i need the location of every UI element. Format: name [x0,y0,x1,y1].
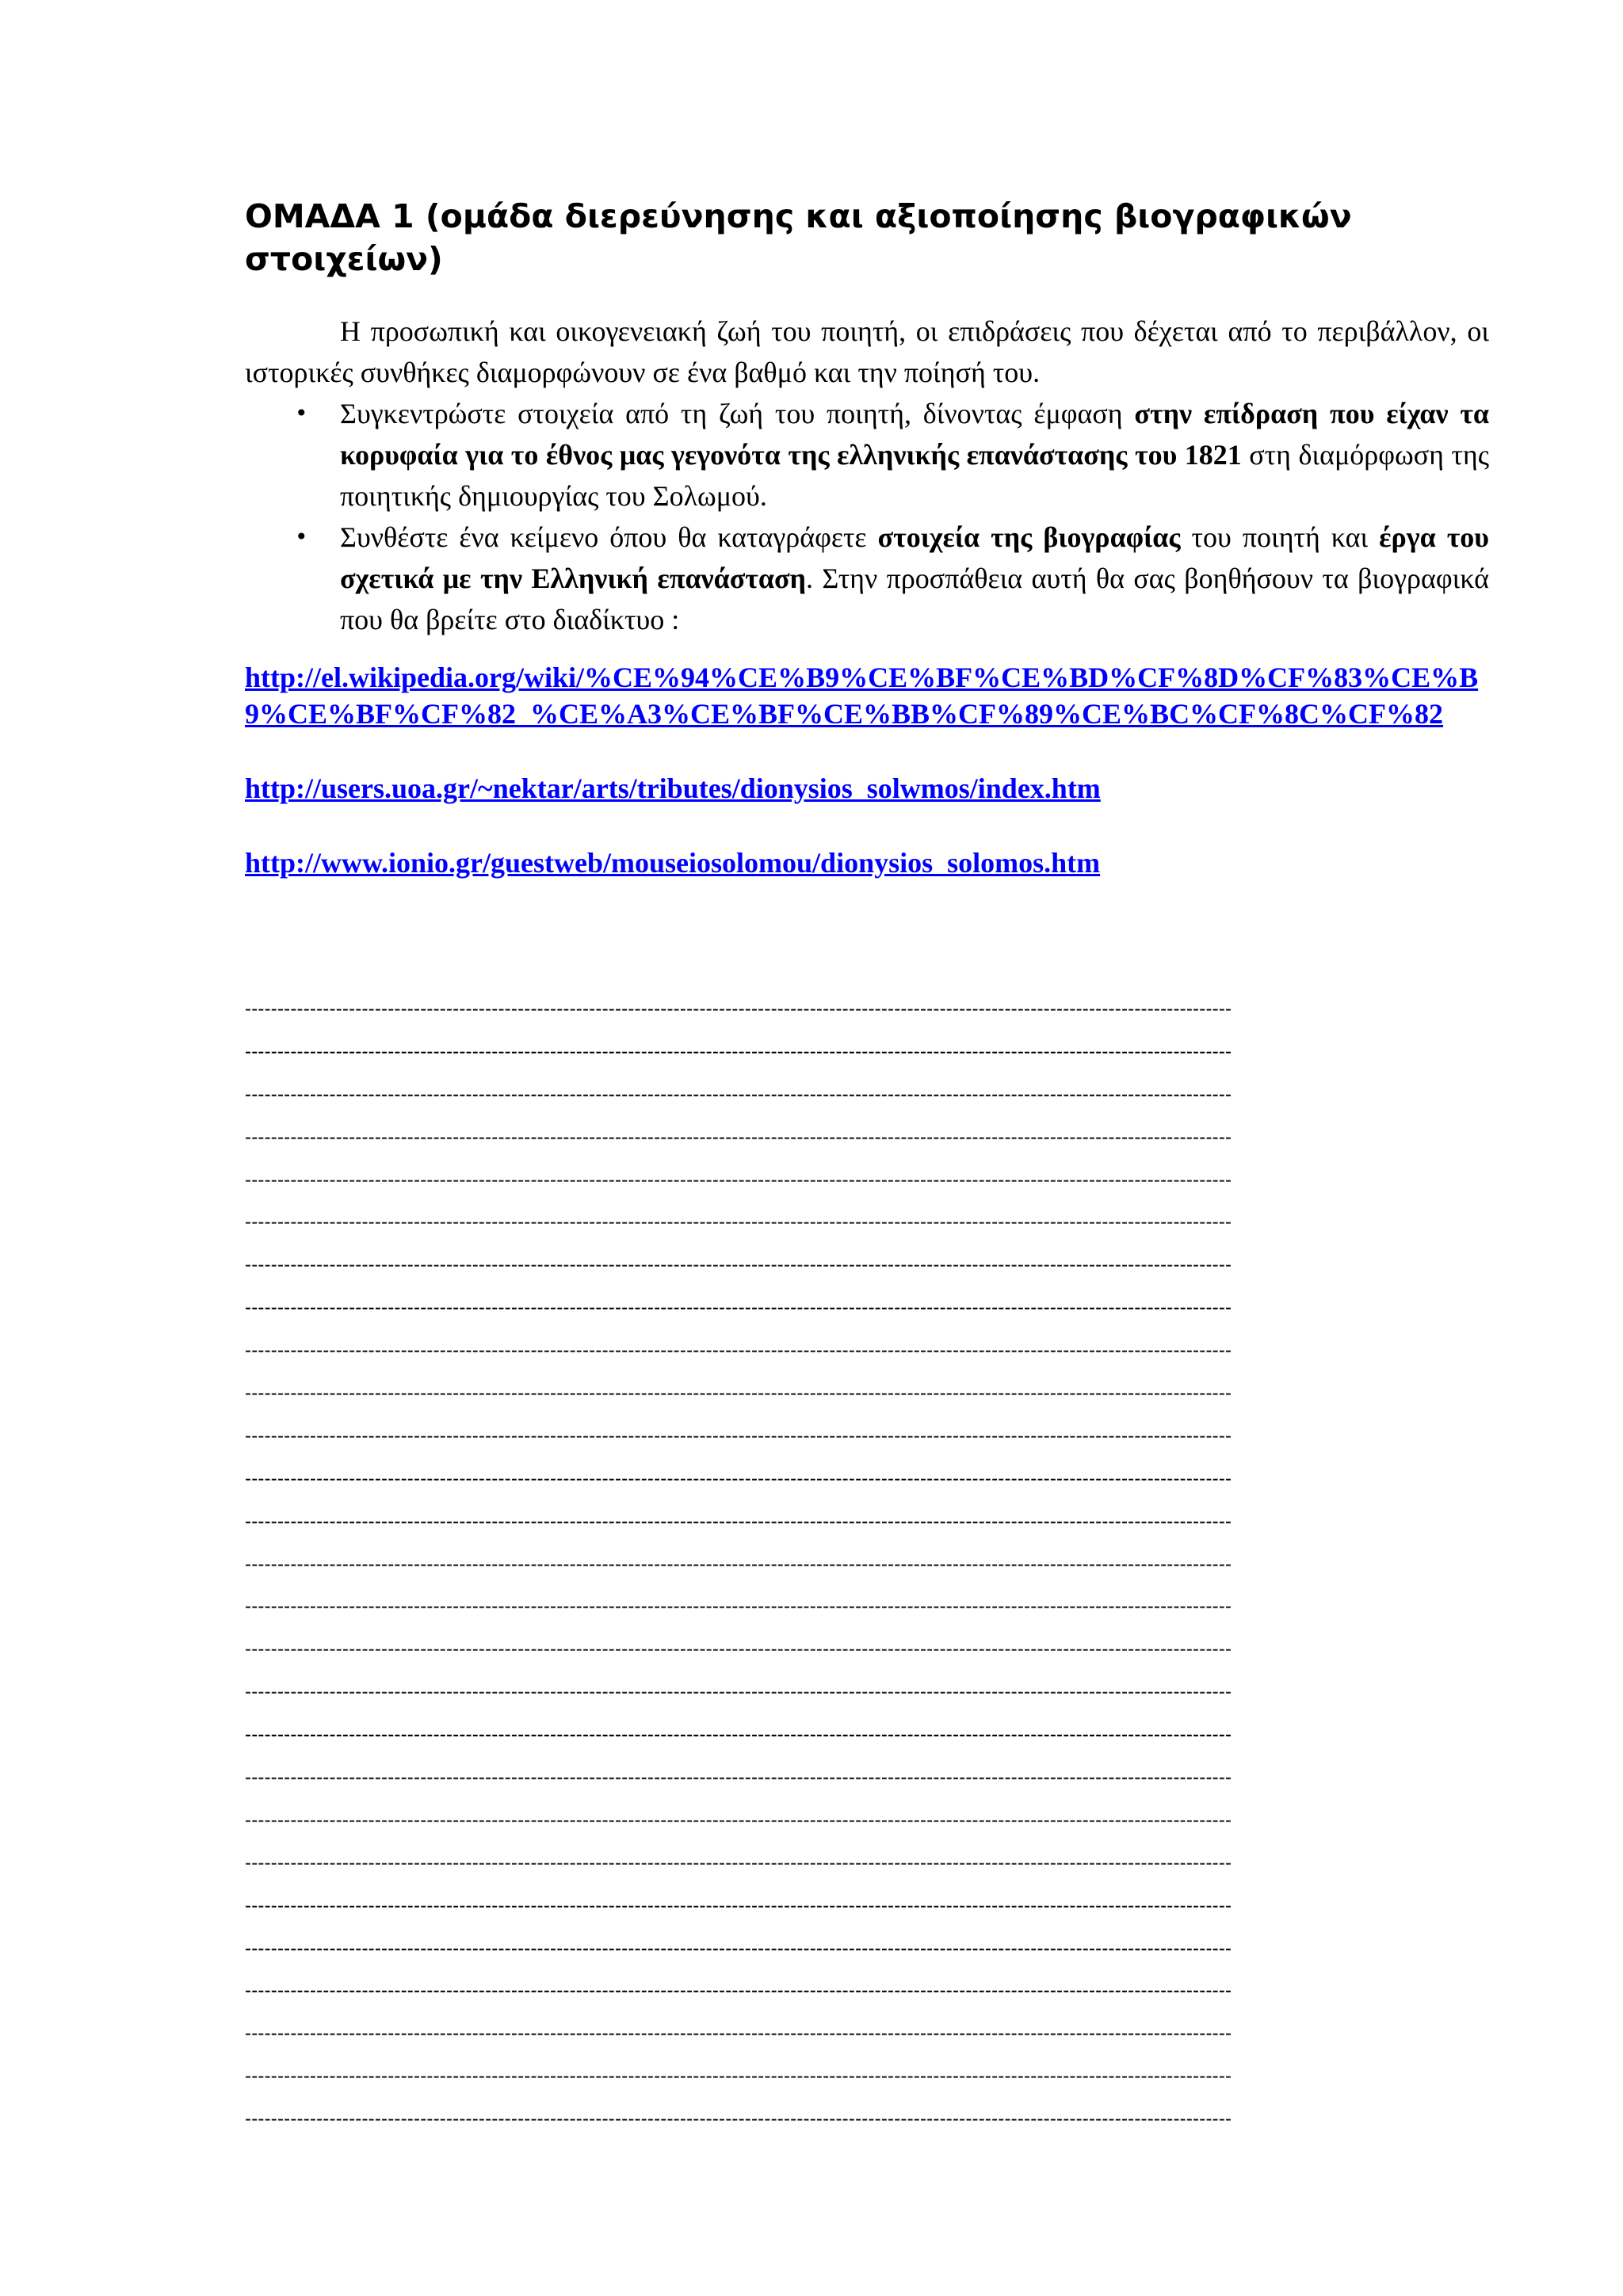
task-2-emphasis: στοιχεία της βιογραφίας [877,521,1181,553]
instructions [245,311,1489,640]
answer-line: -------------------------------------------------------------------------------------------------------------------------------------------------------- [245,1256,1232,1276]
page-title: ΟΜΑΔΑ 1 (ομάδα διερεύνησης και αξιοποίησης βιογραφικών στοιχείων) [245,197,1352,278]
uoa-link[interactable]: http://users.uoa.gr/~nektar/arts/tributes/dionysios_solwmos/index.htm [245,772,1101,804]
answer-line: -------------------------------------------------------------------------------------------------------------------------------------------------------- [245,1341,1232,1362]
answer-line: -------------------------------------------------------------------------------------------------------------------------------------------------------- [245,1939,1232,1959]
answer-line: -------------------------------------------------------------------------------------------------------------------------------------------------------- [245,1000,1232,1020]
task-2-text-end: . Στην προσπάθεια αυτή θα σας βοηθήσουν τα βιογραφικά που θα βρείτε στο διαδίκτυο : [340,563,1490,635]
task-2-emphasis-2: έργα του σχετικά με την Ελληνική επανάσταση [340,521,1489,594]
answer-line: -------------------------------------------------------------------------------------------------------------------------------------------------------- [245,1853,1232,1874]
answer-line: -------------------------------------------------------------------------------------------------------------------------------------------------------- [245,1726,1232,1746]
answer-line: -------------------------------------------------------------------------------------------------------------------------------------------------------- [245,1085,1232,1105]
ionio-link[interactable]: http://www.ionio.gr/guestweb/mouseiosolomou/dionysios_solomos.htm [245,847,1101,879]
answer-line: -------------------------------------------------------------------------------------------------------------------------------------------------------- [245,1299,1232,1319]
answer-line: -------------------------------------------------------------------------------------------------------------------------------------------------------- [245,1127,1232,1148]
answer-line: -------------------------------------------------------------------------------------------------------------------------------------------------------- [245,1042,1232,1062]
answer-line: -------------------------------------------------------------------------------------------------------------------------------------------------------- [245,1469,1232,1489]
wikipedia-link[interactable]: http://el.wikipedia.org/wiki/%CE%94%CE%B9%CE%BF%CE%BD%CF%8D%CF%83%CE%B9%CE%BF%CF%82_%CE%A3%CE%BF%CE%BB%CF%89%CE%BC%CF%8C%CF%82 [245,662,1479,730]
answer-line: -------------------------------------------------------------------------------------------------------------------------------------------------------- [245,1597,1232,1618]
resource-links [245,659,1489,881]
task-1-text: Συγκεντρώστε στοιχεία από τη ζωή του ποιητή, δίνοντας έμφαση [340,398,1135,429]
answer-line: -------------------------------------------------------------------------------------------------------------------------------------------------------- [245,2024,1232,2045]
bullet-icon: • [295,400,308,426]
answer-line: -------------------------------------------------------------------------------------------------------------------------------------------------------- [245,1554,1232,1575]
answer-line: -------------------------------------------------------------------------------------------------------------------------------------------------------- [245,1981,1232,2002]
answer-line: -------------------------------------------------------------------------------------------------------------------------------------------------------- [245,1213,1232,1234]
answer-line: -------------------------------------------------------------------------------------------------------------------------------------------------------- [245,2067,1232,2088]
answer-line: -------------------------------------------------------------------------------------------------------------------------------------------------------- [245,1384,1232,1405]
task-2-text: Συνθέστε ένα κείμενο όπου θα καταγράφετε [340,521,878,553]
answer-line: -------------------------------------------------------------------------------------------------------------------------------------------------------- [245,1170,1232,1191]
answer-line: -------------------------------------------------------------------------------------------------------------------------------------------------------- [245,1512,1232,1532]
task-1-text-end: στη διαμόρφωση της ποιητικής δημιουργίας του Σολωμού. [340,439,1489,512]
answer-line: -------------------------------------------------------------------------------------------------------------------------------------------------------- [245,1640,1232,1661]
answer-lines [245,1000,1489,2153]
task-2-text-mid: του ποιητή και [1180,521,1380,553]
task-list [245,393,1489,640]
task-item-2 [245,517,1489,640]
answer-line: -------------------------------------------------------------------------------------------------------------------------------------------------------- [245,2110,1232,2130]
answer-line: -------------------------------------------------------------------------------------------------------------------------------------------------------- [245,1426,1232,1447]
answer-line: -------------------------------------------------------------------------------------------------------------------------------------------------------- [245,1810,1232,1831]
answer-line: -------------------------------------------------------------------------------------------------------------------------------------------------------- [245,1768,1232,1789]
bullet-icon: • [295,524,308,550]
answer-line: -------------------------------------------------------------------------------------------------------------------------------------------------------- [245,1683,1232,1703]
intro-paragraph: Η προσωπική και οικογενειακή ζωή του ποιητή, οι επιδράσεις που δέχεται από το περιβάλλον, οι ιστορικές συνθήκες διαμορφώνουν σε ένα βαθμό και την ποίησή του. [245,315,1489,388]
answer-line: -------------------------------------------------------------------------------------------------------------------------------------------------------- [245,1896,1232,1917]
task-1-emphasis: στην επίδραση που είχαν τα κορυφαία για το έθνος μας γεγονότα της ελληνικής επανάστασης του 1821 [340,398,1490,471]
task-item-1 [245,393,1489,517]
